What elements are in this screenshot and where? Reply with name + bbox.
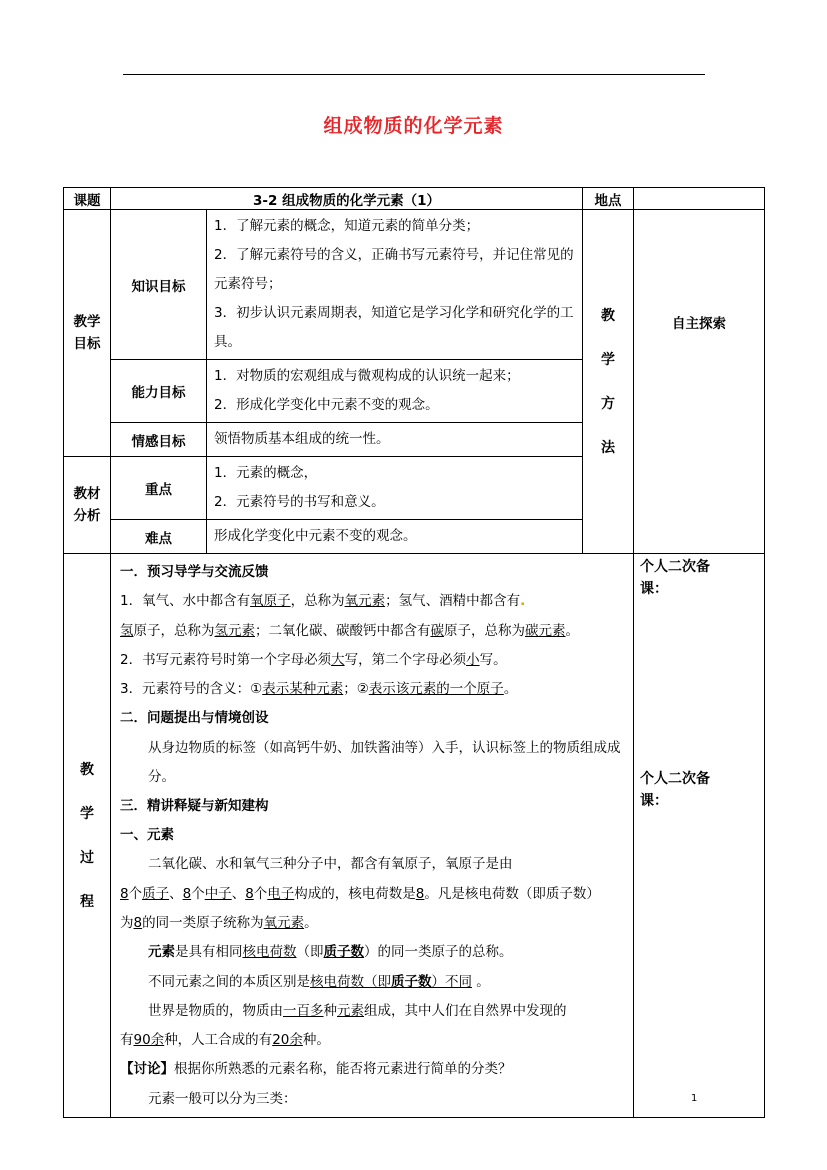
location-label-cell: 地点 <box>583 188 634 210</box>
process-line: 2．书写元素符号时第一个字母必须大写，第二个字母必须小写。 <box>120 651 507 668</box>
last-line: 元素一般可以分为三类： <box>148 1090 297 1107</box>
knowledge-items: 1．了解元素的概念，知道元素的简单分类； 2．了解元素符号的含义，正确书写元素符号，并记住常见的元素符号； 3．初步认识元素周期表，知道它是学习化学和研究化学的工具。 <box>207 210 583 360</box>
ability-label: 能力目标 <box>111 360 207 423</box>
process-content <box>111 554 634 1118</box>
page-number: 1 <box>691 1093 698 1104</box>
difficult-label: 难点 <box>111 520 207 554</box>
section2-text: 从身边物质的标签（如高钙牛奶、加铁酱油等）入手，认识标签上的物质组成成分。 <box>148 739 621 785</box>
key-label: 重点 <box>111 457 207 520</box>
discussion-line: 【讨论】根据你所熟悉的元素名称，能否将元素进行简单的分类？ <box>120 1061 512 1078</box>
side-notes <box>634 554 765 1118</box>
document-title: 组成物质的化学元素 <box>323 115 504 137</box>
header-rule <box>123 74 705 75</box>
goals-label: 教学 目标 <box>64 210 111 457</box>
location-value-cell <box>634 188 765 210</box>
process-line: 二氧化碳、水和氧气三种分子中，都含有氧原子，氧原子是由 <box>148 856 513 873</box>
difficult-text: 形成化学变化中元素不变的观念。 <box>207 520 583 554</box>
process-line: 8个质子、8个中子、8个电子构成的，核电荷数是8。凡是核电荷数（即质子数） <box>120 885 600 902</box>
analysis-label: 教材 分析 <box>64 457 111 554</box>
process-label: 教 学 过 程 <box>64 554 111 1118</box>
emotion-text: 领悟物质基本组成的统一性。 <box>207 423 583 457</box>
process-line: 不同元素之间的本质区别是核电荷数（即质子数）不同 。 <box>148 973 490 990</box>
sub1-heading: 一、元素 <box>120 827 174 844</box>
method-value: 自主探索 <box>634 210 765 554</box>
course-value-cell: 3-2 组成物质的化学元素（1） <box>111 188 583 210</box>
process-line: 3．元素符号的含义：①表示某种元素；②表示该元素的一个原子。 <box>120 681 518 698</box>
process-line: 氢原子，总称为氢元素；二氧化碳、碳酸钙中都含有碳原子，总称为碳元素。 <box>120 622 579 639</box>
process-line: 元素是具有相同核电荷数（即质子数）的同一类原子的总称。 <box>148 944 513 961</box>
process-line: 有90余种，人工合成的有20余种。 <box>120 1032 330 1049</box>
process-line: 世界是物质的，物质由一百多种元素组成，其中人们在自然界中发现的 <box>148 1002 567 1019</box>
key-items: 1．元素的概念， 2．元素符号的书写和意义。 <box>207 457 583 520</box>
section3-heading: 三．精讲释疑与新知建构 <box>120 797 269 814</box>
emotion-label: 情感目标 <box>111 423 207 457</box>
ability-items: 1．对物质的宏观组成与微观构成的认识统一起来； 2．形成化学变化中元素不变的观念。 <box>207 360 583 423</box>
section2-heading: 二．问题提出与情境创设 <box>120 710 269 727</box>
process-line: 1．氧气、水中都含有氧原子，总称为氧元素；氢气、酒精中都含有. <box>120 593 526 610</box>
section1-heading: 一．预习导学与交流反馈 <box>120 564 269 580</box>
lesson-plan-grid <box>63 187 765 1118</box>
process-line: 为8的同一类原子统称为氧元素。 <box>120 914 318 931</box>
side-note-1: 个人二次备课： <box>640 559 710 597</box>
side-note-2: 个人二次备课： <box>640 771 710 809</box>
method-label: 教 学 方 法 <box>583 210 634 554</box>
course-label-cell: 课题 <box>64 188 111 210</box>
knowledge-label: 知识目标 <box>111 210 207 360</box>
